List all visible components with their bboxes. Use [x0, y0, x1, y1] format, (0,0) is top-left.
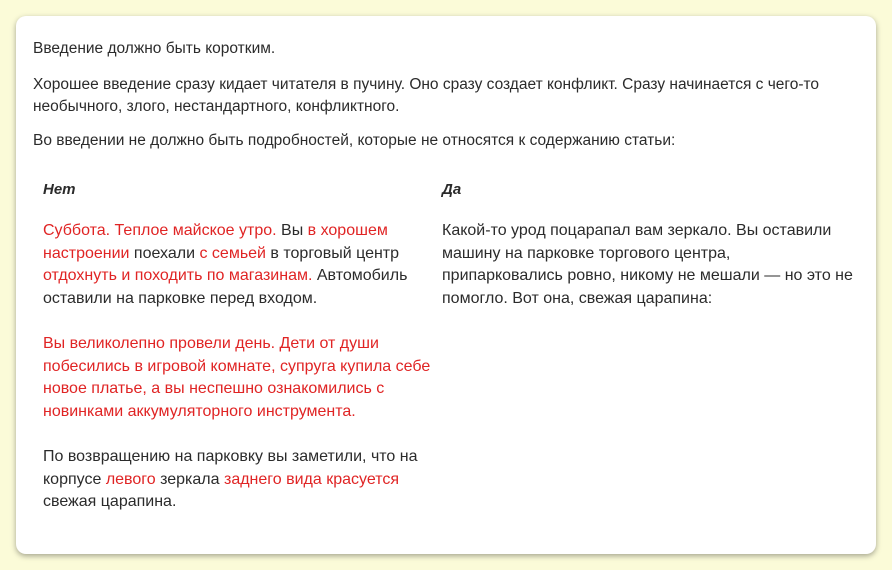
- text-segment: в торговый центр: [265, 244, 400, 262]
- column-yes: [433, 180, 853, 537]
- intro-paragraph-2: Хорошее введение сразу кидает читателя в пучину. Оно сразу создает конфликт. Сразу начинается с чего-то необычного, злого, нестандартного, конфликтного.: [33, 76, 820, 115]
- text-segment: Вы: [276, 222, 308, 239]
- column-no: [33, 180, 433, 537]
- comparison-table: [33, 180, 856, 537]
- highlighted-phrase: Вы великолепно провели день. Дети от души побесились в игровой комнате, супруга купила себе новое платье, а вы неспешно ознакомились с новинками аккумуляторного инструмента.: [43, 335, 431, 420]
- column-yes-header: Да: [442, 181, 462, 198]
- intro-paragraph-3: Во введении не должно быть подробностей, которые не относятся к содержанию статьи:: [33, 132, 676, 149]
- text-segment: поехали: [129, 244, 200, 262]
- text-segment: Автомобиль оставили на парковке перед входом.: [43, 267, 408, 307]
- no-paragraph-3: [43, 446, 433, 514]
- column-no-header: Нет: [43, 181, 76, 198]
- text-segment: зеркала: [155, 470, 224, 488]
- highlighted-phrase: отдохнуть и походить по магазинам.: [43, 267, 313, 284]
- text-segment: свежая царапина.: [43, 493, 177, 510]
- text-segment: По возвращению на парковку вы заметили, что на корпусе: [43, 448, 418, 488]
- highlighted-phrase: левого: [105, 470, 156, 488]
- intro-paragraph-1: Введение должно быть коротким.: [33, 40, 276, 57]
- highlighted-phrase: в хорошем настроении: [43, 222, 388, 262]
- article-card: [16, 16, 876, 554]
- yes-paragraph-1: Какой-то урод поцарапал вам зеркало. Вы оставили машину на парковке торгового центра, припарковались ровно, никому не мешали — но это не помогло. Вот она, свежая царапина:: [442, 222, 853, 307]
- no-paragraph-1: [43, 220, 433, 310]
- no-paragraph-2: [43, 333, 433, 423]
- highlighted-phrase: красуется: [326, 470, 400, 488]
- highlighted-phrase: с семьей: [199, 244, 266, 262]
- highlighted-phrase: Суббота. Теплое майское утро.: [43, 222, 277, 239]
- highlighted-phrase: заднего вида: [223, 470, 322, 488]
